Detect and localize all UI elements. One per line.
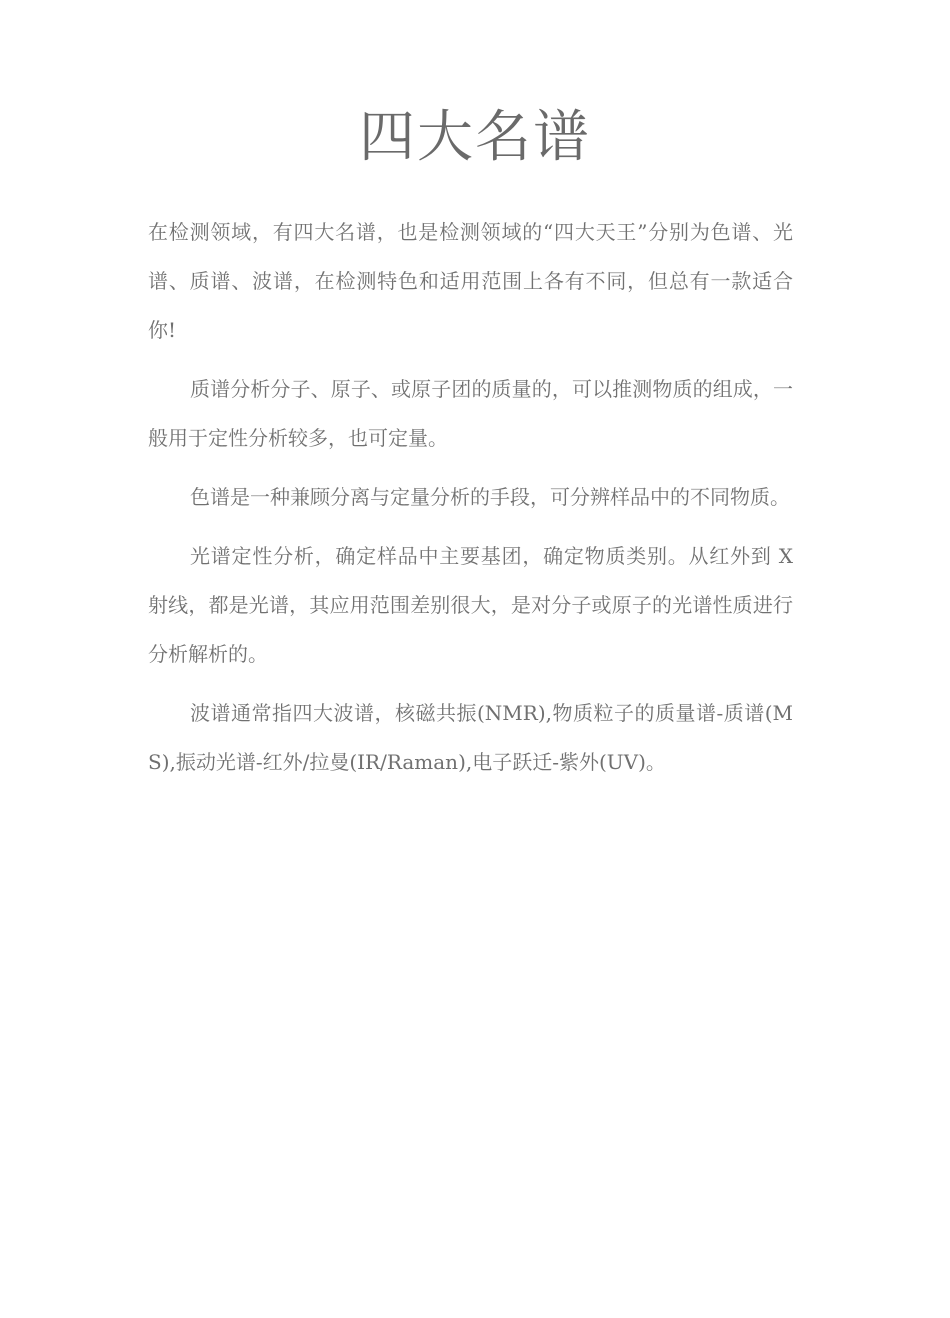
mass-spectrometry-paragraph: 质谱分析分子、原子、或原子团的质量的，可以推测物质的组成，一般用于定性分析较多，也可定量。 (148, 377, 793, 450)
document-body (148, 208, 793, 797)
wave-spectra-paragraph: 波谱通常指四大波谱，核磁共振(NMR),物质粒子的质量谱-质谱(MS),振动光谱-红外/拉曼(IR/Raman),电子跃迁-紫外(UV)。 (148, 701, 793, 774)
intro-paragraph: 在检测领域，有四大名谱，也是检测领域的“四大天王”分别为色谱、光谱、质谱、波谱，在检测特色和适用范围上各有不同，但总有一款适合你! (148, 220, 793, 342)
document-title: 四大名谱 (359, 105, 591, 170)
chromatography-paragraph: 色谱是一种兼顾分离与定量分析的手段，可分辨样品中的不同物质。 (190, 485, 790, 509)
spectroscopy-paragraph: 光谱定性分析，确定样品中主要基团，确定物质类别。从红外到 X 射线，都是光谱，其应用范围差别很大，是对分子或原子的光谱性质进行分析解析的。 (148, 544, 793, 666)
